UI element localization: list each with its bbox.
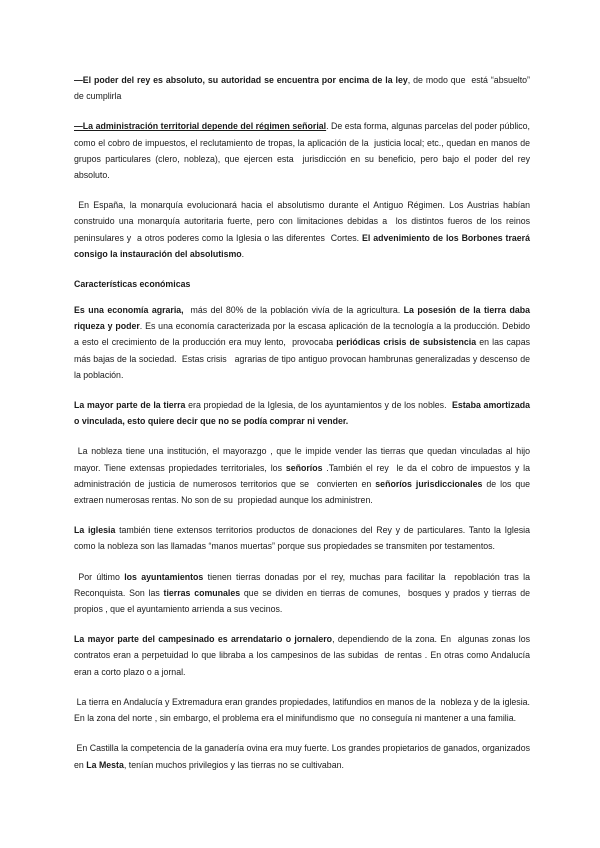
paragraph [74, 522, 533, 554]
body-text: La tierra en Andalucía y Extremadura eran grandes propiedades, latifundios en manos de la nobleza y de la iglesia. En la zona del norte , sin embargo, el problema era el minifundismo que no conseguía ni mantener a una familia. [74, 696, 533, 724]
bold-text: señoríos [285, 462, 323, 473]
paragraph [74, 72, 533, 104]
bold-text: periódicas crisis de subsistencia [336, 337, 477, 348]
body-text: La nobleza tiene una institución, el mayorazgo , que le impide vender las tierras que quedan vinculadas al hijo mayor. Tiene extensas propiedades territoriales, los [74, 446, 533, 473]
body-text: de los que extraen numerosas rentas. No son de su propiedad aunque los administren. [74, 478, 533, 506]
body-text: . De esta forma, algunas parcelas del poder público, como el cobro de impuestos, el reclutamiento de tropas, la aplicación de la justicia local; etc., quedan en manos de grupos particulares (clero, nobleza), que ejercen esta jurisdicción en su beneficio, pero bajo el poder del rey absoluto. [74, 121, 533, 181]
body-text: tienen tierras donadas por el rey, muchas para facilitar la repoblación tras la Reconquista. Son las [74, 571, 533, 598]
body-text: que se dividen en tierras de comunes, bosques y prados y tierras de propios , que el ayuntamiento arrienda a sus vecinos. [74, 587, 533, 615]
bold-text: La iglesia [74, 525, 116, 536]
bold-text: —La administración territorial depende del régimen señorial [74, 121, 327, 132]
paragraph [74, 740, 533, 772]
bold-text: los ayuntamientos [124, 571, 204, 582]
body-text: también tiene extensos territorios productos de donaciones del Rey y de particulares. Tanto la Iglesia como la nobleza son las llamadas “manos muertas” porque sus propiedades se transmiten por testamentos. [74, 525, 533, 552]
body-text: , de modo que está “absuelto” de cumplirla [74, 75, 533, 102]
body-text: En España, la monarquía evolucionará hacia el absolutismo durante el Antiguo Régimen. Los Austrias habían construido una monarquía autoritaria fuerte, pero con limitaciones debidas a los distintos fueros de los reinos peninsulares y a otros poderes como la Iglesia o las diferentes Cortes. [74, 200, 533, 243]
body-text: era propiedad de la Iglesia, de los ayuntamientos y de los nobles. [185, 400, 452, 411]
bold-text: La Mesta [86, 759, 124, 770]
body-text: más del 80% de la población vivía de la agricultura. [183, 305, 404, 316]
paragraph [74, 118, 533, 183]
paragraph [74, 397, 530, 429]
paragraph [74, 569, 533, 618]
bold-text: La posesión de la tierra daba riqueza y poder [74, 305, 530, 332]
bold-text: señoríos jurisdiccionales [375, 478, 483, 489]
body-text: . Es una economía caracterizada por la escasa aplicación de la tecnología a la producción. Debido a esto el crecimiento de la producción era muy lento, provocaba [74, 321, 533, 348]
paragraph [74, 631, 533, 680]
body-text: . [241, 248, 245, 259]
paragraph [74, 443, 533, 508]
body-text: , dependiendo de la zona. En algunas zonas los contratos eran a perpetuidad lo que libraba a los campesinos de las subidas de rentas . En otras como Andalucía eran a corto plazo o a jornal. [74, 634, 533, 677]
body-text: En Castilla la competencia de la ganadería ovina era muy fuerte. Los grandes propietarios de ganados, organizados en [74, 743, 533, 770]
body-text: , tenían muchos privilegios y las tierras no se cultivaban. [123, 759, 344, 770]
paragraph [74, 694, 533, 726]
bold-text: La mayor parte de la tierra [74, 400, 186, 411]
bold-text: La mayor parte del campesinado es arrendatario o jornalero [74, 634, 333, 645]
section-heading: Características económicas [74, 279, 191, 290]
body-text: .También el rey le da el cobro de impuestos y la administración de justicia de numerosos territorios que se convierten en [74, 462, 533, 489]
body-text: en las capas más bajas de la sociedad. Estas crisis agrarias de tipo antiguo provocan hambrunas generalizadas y descenso de la población. [74, 337, 533, 380]
paragraph [74, 197, 533, 262]
bold-text: Es una economía agraria, [74, 305, 184, 316]
bold-text: —El poder del rey es absoluto, su autoridad se encuentra por encima de la ley [74, 75, 408, 85]
bold-text: Estaba amortizada o vinculada, esto quiere decir que no se podía comprar ni vender. [74, 400, 530, 427]
bold-text: El advenimiento de los Borbones traerá consigo la instauración del absolutismo [74, 232, 530, 259]
bold-text: tierras comunales [163, 587, 241, 598]
body-text: Por último [74, 571, 125, 582]
paragraph [74, 302, 533, 383]
